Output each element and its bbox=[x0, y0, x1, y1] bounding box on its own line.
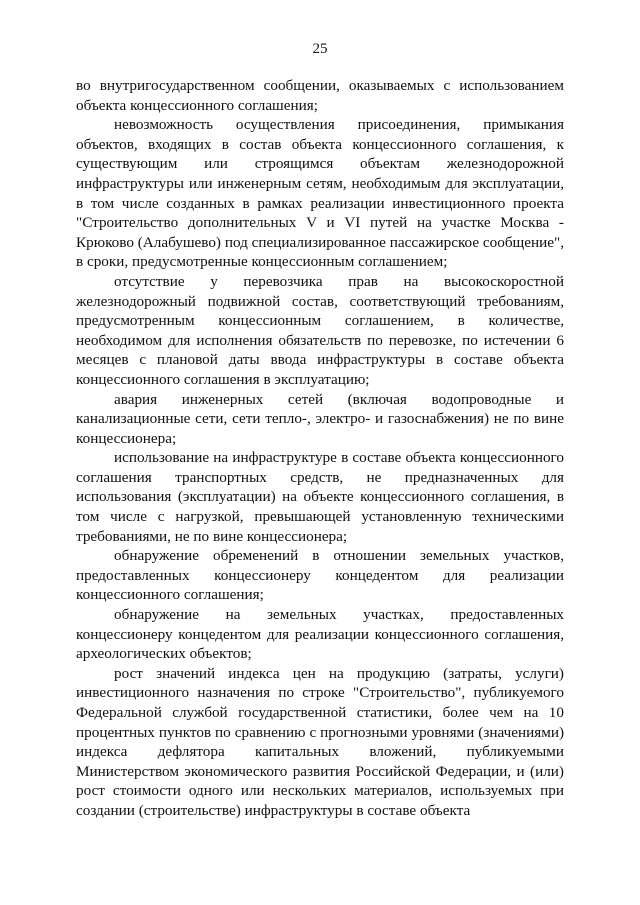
paragraph-continuation: во внутригосударственном сообщении, оказываемых с использованием объекта концессионного соглашения; bbox=[76, 77, 564, 114]
document-body bbox=[76, 76, 564, 821]
paragraph-utility-network-accident: авария инженерных сетей (включая водопроводные и канализационные сети, сети тепло-, электро- и газоснабжения) не по вине концессионера; bbox=[76, 390, 564, 447]
paragraph-archaeological-objects: обнаружение на земельных участках, предоставленных концессионеру концедентом для реализации концессионного соглашения, археологических объектов; bbox=[76, 606, 564, 663]
paragraph-price-index-growth: рост значений индекса цен на продукцию (затраты, услуги) инвестиционного назначения по строке "Строительство", публикуемого Федеральной службой государственной статистики, более чем на 10 процентных пунктов по сравнению с прогнозными уровнями (значениями) индекса дефлятора капитальных вложений, публикуемыми Министерством экономического развития Российской Федерации, и (или) рост стоимости одного или нескольких материалов, используемых при создании (строительстве) инфраструктуры в составе объекта bbox=[76, 664, 564, 819]
paragraph-land-encumbrances: обнаружение обременений в отношении земельных участков, предоставленных концессионеру концедентом для реализации концессионного соглашения; bbox=[76, 547, 564, 604]
paragraph-connection-impossibility: невозможность осуществления присоединения, примыкания объектов, входящих в состав объекта концессионного соглашения, к существующим или строящимся объектам железнодорожной инфраструктуры или инженерным сетям, необходимым для эксплуатации, в том числе созданных в рамках реализации инвестиционного проекта "Строительство дополнительных V и VI путей на участке Москва - Крюково (Алабушево) под специализированное пассажирское сообщение", в сроки, предусмотренные концессионным соглашением; bbox=[76, 116, 564, 271]
page-number: 25 bbox=[312, 41, 328, 57]
paragraph-unintended-vehicles-use: использование на инфраструктуре в составе объекта концессионного соглашения транспортных средств, не предназначенных для использования (эксплуатации) на объекте концессионного соглашения, в том числе с нагрузкой, превышающей установленную техническими требованиями, не по вине концессионера; bbox=[76, 449, 564, 545]
paragraph-rolling-stock-absence: отсутствие у перевозчика прав на высокоскоростной железнодорожный подвижной состав, соответствующий требованиям, предусмотренным концессионным соглашением, в количестве, необходимом для исполнения обязательств по перевозке, по истечении 6 месяцев с плановой даты ввода инфраструктуры в составе объекта концессионного соглашения в эксплуатацию; bbox=[76, 272, 564, 388]
